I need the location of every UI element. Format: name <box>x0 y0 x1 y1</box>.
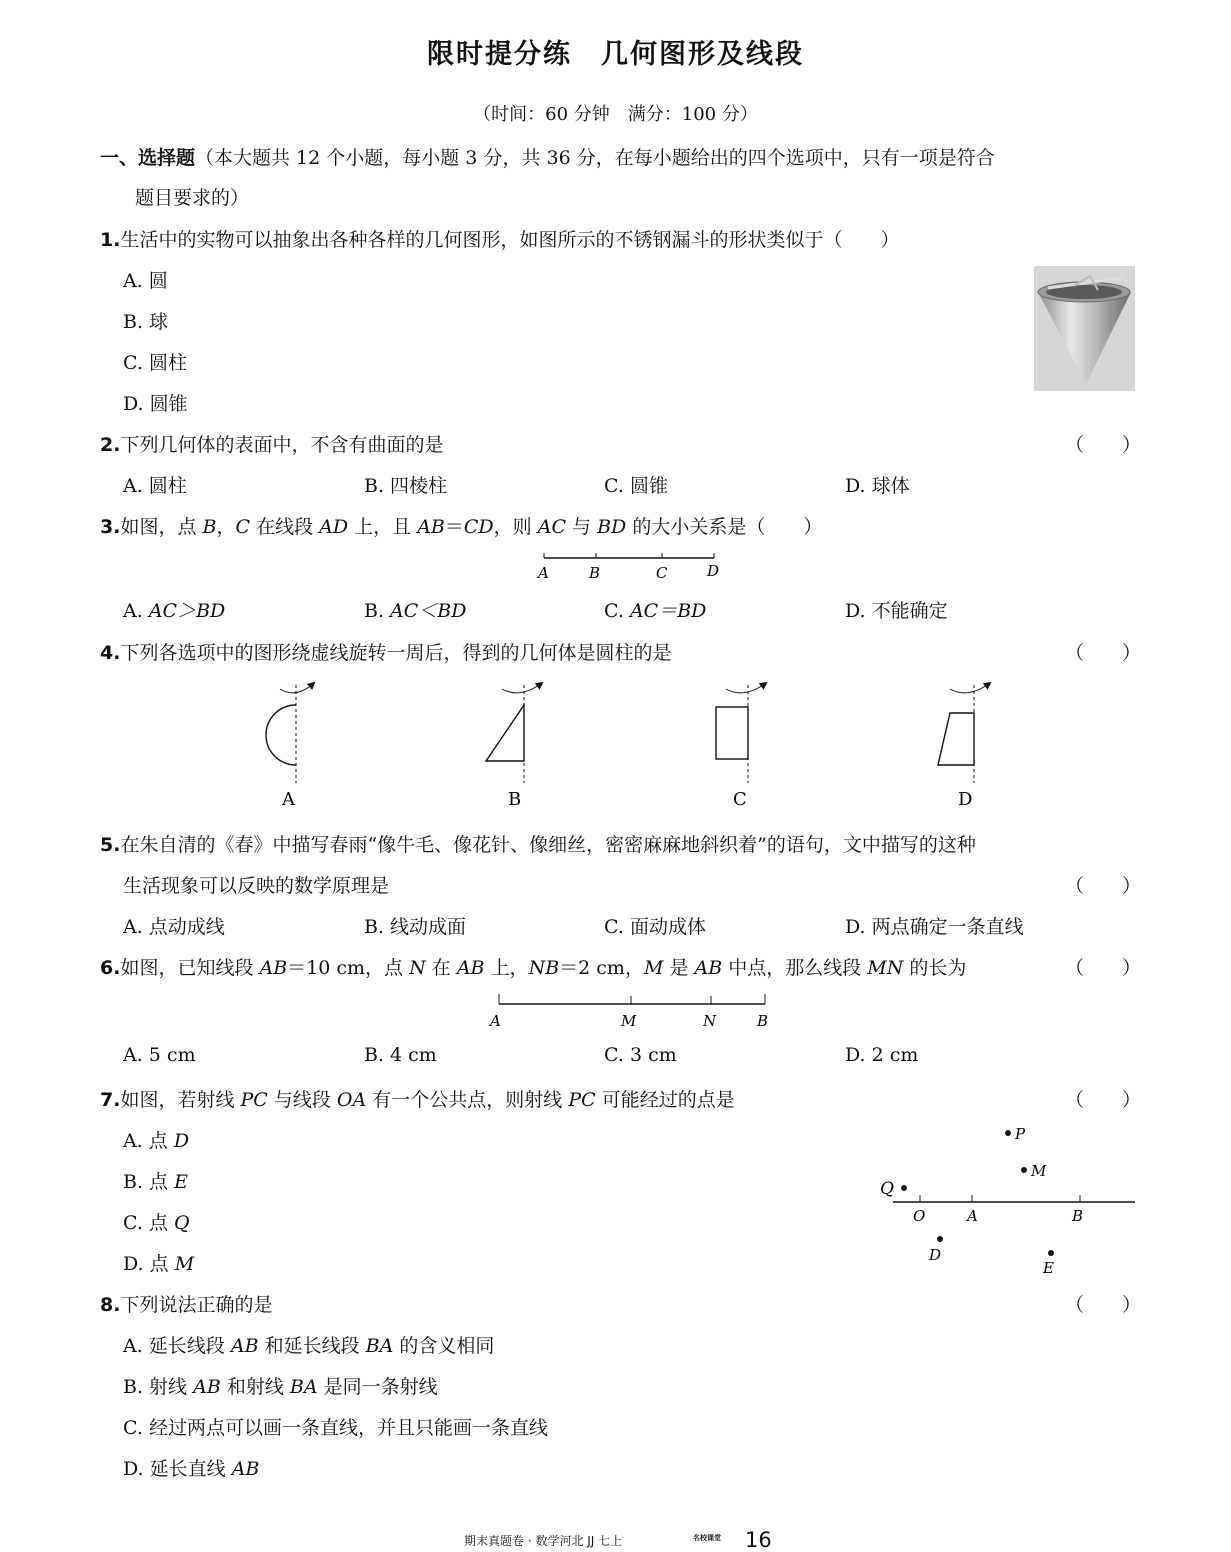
question-number: 8. <box>100 1294 121 1316</box>
point-d <box>937 1236 943 1242</box>
var: C <box>235 516 251 538</box>
q5-option-a[interactable]: A. 点动成线 <box>123 916 225 938</box>
label-c: C <box>656 564 668 582</box>
label-n: N <box>703 1012 717 1030</box>
answer-blank[interactable]: （ ） <box>1065 1089 1142 1111</box>
q1-option-c[interactable]: C. 圆柱 <box>123 352 187 374</box>
q1-option-a[interactable]: A. 圆 <box>123 270 168 292</box>
var: AD <box>319 516 349 538</box>
var: BA <box>289 1376 318 1398</box>
label-q: Q <box>880 1179 894 1199</box>
var: AB <box>231 1458 260 1480</box>
option-letter: A. 点 <box>123 1130 174 1152</box>
label-b: B <box>1072 1207 1084 1225</box>
option-expr: AC＝BD <box>629 600 707 622</box>
text: 上，且 <box>348 516 418 538</box>
var: N <box>409 957 426 979</box>
text: 和延长线段 <box>258 1335 366 1357</box>
figure-a <box>266 683 314 810</box>
label-a: A <box>967 1207 978 1225</box>
text: ＝10 cm，点 <box>287 957 410 979</box>
page-title: 限时提分练 几何图形及线段 <box>427 39 804 70</box>
point-m <box>1021 1167 1027 1173</box>
question-text: 下列各选项中的图形绕虚线旋转一周后，得到的几何体是圆柱的是 <box>120 642 672 664</box>
page-number: 16 <box>745 1528 772 1552</box>
label-d: D <box>707 562 720 580</box>
question-4 <box>100 638 671 665</box>
question-2 <box>100 430 443 457</box>
question-number: 7. <box>100 1089 121 1111</box>
question-number: 5. <box>100 834 121 856</box>
q5-option-b[interactable]: B. 线动成面 <box>364 916 467 938</box>
var: AB <box>259 957 288 979</box>
var: OA <box>336 1089 367 1111</box>
text: B. 射线 <box>123 1376 194 1398</box>
question-text: 下列说法正确的是 <box>120 1294 273 1316</box>
answer-blank[interactable]: （ ） <box>1065 1294 1142 1316</box>
question-number: 2. <box>100 434 121 456</box>
text: D. 延长直线 <box>123 1458 232 1480</box>
footer-text: 期末真题卷 · 数学河北 JJ 七上 <box>464 1534 623 1548</box>
point-e <box>1048 1250 1054 1256</box>
text: ，则 <box>493 516 538 538</box>
option-var: Q <box>173 1212 190 1234</box>
question-number: 3. <box>100 516 121 538</box>
text: 的大小关系是（ ） <box>626 516 823 538</box>
option-expr: AC＜BD <box>390 600 467 622</box>
question-5 <box>100 830 976 857</box>
question-text: 在朱自清的《春》中描写春雨“像牛毛、像花针、像细丝，密密麻麻地斜织着”的语句，文中描写的这种 <box>120 834 976 856</box>
question-7 <box>100 1085 735 1112</box>
question-text: 生活中的实物可以抽象出各种各样的几何图形，如图所示的不锈钢漏斗的形状类似于（ ） <box>120 229 900 251</box>
var: AB <box>694 957 723 979</box>
option-letter: A. <box>123 600 149 622</box>
section-heading: 一、选择题 <box>100 147 196 169</box>
text: 与 <box>565 516 598 538</box>
figure-label-a: A <box>282 789 295 810</box>
q2-option-c[interactable]: C. 圆锥 <box>604 475 668 497</box>
var: BD <box>597 516 627 538</box>
question-number: 4. <box>100 642 121 664</box>
exam-info: （时间：60 分钟 满分：100 分） <box>473 104 758 125</box>
option-letter: D. 点 <box>123 1253 175 1275</box>
q1-option-b[interactable]: B. 球 <box>123 311 169 333</box>
var: NB <box>528 957 560 979</box>
rotation-figures <box>240 675 1020 815</box>
question-3 <box>100 512 822 539</box>
q8-option-c[interactable]: C. 经过两点可以画一条直线，并且只能画一条直线 <box>123 1417 548 1439</box>
var: PC <box>568 1089 596 1111</box>
text: ， <box>216 516 236 538</box>
q1-option-d[interactable]: D. 圆锥 <box>123 393 188 415</box>
label-m: M <box>1031 1162 1047 1180</box>
figure-d <box>938 683 990 810</box>
text: 与线段 <box>267 1089 337 1111</box>
funnel-photo <box>1034 266 1135 391</box>
point-q <box>901 1185 907 1191</box>
var: AB <box>417 516 445 538</box>
var: M <box>643 957 664 979</box>
label-e: E <box>1043 1259 1054 1277</box>
text: 在 <box>425 957 457 979</box>
point-p <box>1005 1130 1011 1136</box>
option-letter: C. 点 <box>123 1212 174 1234</box>
text: A. 延长线段 <box>123 1335 231 1357</box>
label-b: B <box>589 564 601 582</box>
label-b: B <box>757 1012 769 1030</box>
option-expr: AC＞BD <box>148 600 226 622</box>
option-var: D <box>173 1130 190 1152</box>
q7-option-d[interactable] <box>123 1249 194 1276</box>
q2-option-d[interactable]: D. 球体 <box>845 475 910 497</box>
label-a: A <box>490 1012 501 1030</box>
q5-option-c[interactable]: C. 面动成体 <box>604 916 706 938</box>
q7-option-c[interactable] <box>123 1208 190 1235</box>
answer-blank[interactable]: （ ） <box>1065 957 1142 979</box>
section-desc-2: 题目要求的） <box>135 187 250 209</box>
var: B <box>202 516 217 538</box>
q6-option-b[interactable]: B. 4 cm <box>364 1044 437 1066</box>
label-m: M <box>621 1012 637 1030</box>
text: 中点，那么线段 <box>722 957 868 979</box>
q3-option-b[interactable] <box>364 596 467 623</box>
section-desc-1: （本大题共 12 个小题，每小题 3 分，共 36 分，在每小题给出的四个选项中，只有一项是符合 <box>195 147 995 169</box>
label-a: A <box>538 564 549 582</box>
text: 上， <box>484 957 529 979</box>
var: CD <box>463 516 494 538</box>
q3-option-d[interactable]: D. 不能确定 <box>845 600 948 622</box>
figure-label-d: D <box>958 789 973 810</box>
q8-option-b[interactable] <box>123 1372 438 1399</box>
text: 在线段 <box>250 516 320 538</box>
option-letter: C. <box>604 600 630 622</box>
text: 的含义相同 <box>393 1335 495 1357</box>
option-letter: B. 点 <box>123 1171 175 1193</box>
text: 的长为 <box>903 957 967 979</box>
text: 是同一条射线 <box>317 1376 438 1398</box>
q2-option-a[interactable]: A. 圆柱 <box>123 475 187 497</box>
q8-option-d[interactable] <box>123 1454 259 1481</box>
figure-label-b: B <box>508 789 522 810</box>
q2-option-b[interactable]: B. 四棱柱 <box>364 475 448 497</box>
q3-option-c[interactable] <box>604 596 706 623</box>
var: BA <box>365 1335 394 1357</box>
text: 是 <box>663 957 695 979</box>
figure-b <box>486 683 542 810</box>
question-1 <box>100 225 899 252</box>
text: 有一个公共点，则射线 <box>366 1089 569 1111</box>
q5-option-d[interactable]: D. 两点确定一条直线 <box>845 916 1024 938</box>
q7-option-b[interactable] <box>123 1167 188 1194</box>
var: AB <box>456 957 485 979</box>
var: AB <box>193 1376 221 1398</box>
question-number: 6. <box>100 957 121 979</box>
var: AB <box>230 1335 259 1357</box>
text: 如图，点 <box>120 516 203 538</box>
q6-option-c[interactable]: C. 3 cm <box>604 1044 677 1066</box>
ray-figure <box>875 1120 1137 1280</box>
figure-label-c: C <box>733 789 747 810</box>
label-d: D <box>929 1246 942 1264</box>
var: MN <box>867 957 904 979</box>
question-8 <box>100 1290 272 1317</box>
text: ＝2 cm， <box>559 957 644 979</box>
answer-blank[interactable]: （ ） <box>1065 642 1142 664</box>
q6-option-d[interactable]: D. 2 cm <box>845 1044 919 1066</box>
question-number: 1. <box>100 229 121 251</box>
q3-option-a[interactable] <box>123 596 225 623</box>
text: 如图，若射线 <box>120 1089 241 1111</box>
figure-c <box>716 683 766 810</box>
segment-ad-figure <box>530 548 730 584</box>
var: AC <box>537 516 566 538</box>
text: 可能经过的点是 <box>595 1089 735 1111</box>
question-text: 下列几何体的表面中，不含有曲面的是 <box>120 434 444 456</box>
label-p: P <box>1015 1125 1026 1143</box>
option-var: E <box>174 1171 188 1193</box>
option-var: M <box>174 1253 195 1275</box>
option-letter: B. <box>364 600 391 622</box>
var: PC <box>240 1089 268 1111</box>
question-6 <box>100 953 966 980</box>
text: 和射线 <box>220 1376 290 1398</box>
answer-blank[interactable]: （ ） <box>1065 875 1142 897</box>
q6-option-a[interactable]: A. 5 cm <box>123 1044 196 1066</box>
footer-brand-logo: 名校课堂 <box>693 1533 721 1542</box>
q7-option-a[interactable] <box>123 1126 189 1153</box>
text: ＝ <box>444 516 464 538</box>
segment-ab-figure <box>485 988 780 1030</box>
section-header <box>100 143 995 170</box>
text: 如图，已知线段 <box>120 957 260 979</box>
answer-blank[interactable]: （ ） <box>1065 434 1142 456</box>
label-o: O <box>913 1207 926 1225</box>
question-5-line2: 生活现象可以反映的数学原理是 <box>123 875 390 897</box>
q8-option-a[interactable] <box>123 1331 494 1358</box>
